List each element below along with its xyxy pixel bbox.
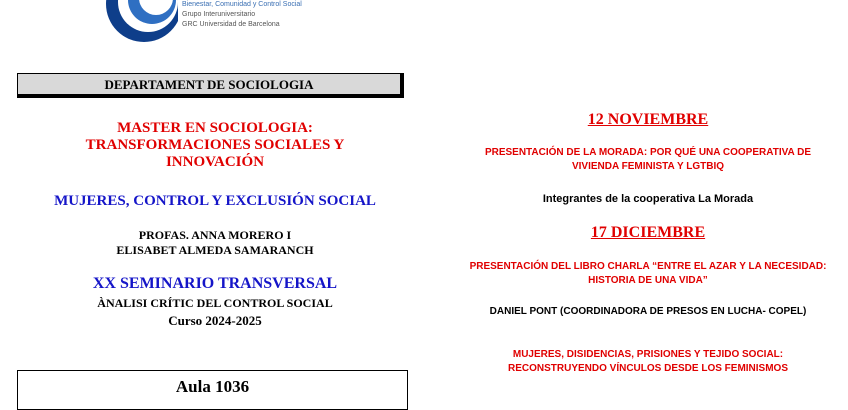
event-2-subtitle-line-1: MUJERES, DISIDENCIAS, PRISIONES Y TEJIDO SOCIAL: xyxy=(512,349,784,360)
event-2-title xyxy=(452,260,844,288)
seminar-title: XX SEMINARIO TRANSVERSAL xyxy=(92,275,338,292)
event-2-title-line-1: PRESENTACIÓN DEL LIBRO CHARLA “ENTRE EL AZAR Y LA NECESIDAD: xyxy=(469,261,827,272)
logo-line-1: Bienestar, Comunidad y Control Social xyxy=(182,1,302,8)
event-1-title-line-1: PRESENTACIÓN DE LA MORADA: POR QUÉ UNA COOPERATIVA DE xyxy=(484,147,812,158)
professors-line-2: ELISABET ALMEDA SAMARANCH xyxy=(116,243,314,257)
logo-line-2: Grupo Interuniversitario xyxy=(182,11,256,18)
master-title-line-3: INNOVACIÓN xyxy=(165,154,265,170)
professors-line-1: PROFAS. ANNA MORERO I xyxy=(138,228,292,242)
logo-text xyxy=(182,0,302,30)
master-title-line-1: MASTER EN SOCIOLOGIA: xyxy=(117,120,313,136)
room-box: Aula 1036 xyxy=(17,370,408,410)
professors xyxy=(0,228,430,258)
master-title xyxy=(0,120,430,171)
master-title-line-2: TRANSFORMACIONES SOCIALES Y xyxy=(85,137,345,153)
event-1-title-line-2: VIVIENDA FEMINISTA Y LGTBIQ xyxy=(571,161,725,172)
logo-line-3: GRC Universidad de Barcelona xyxy=(182,21,280,28)
event-1-date: 12 NOVIEMBRE xyxy=(587,111,709,128)
event-2-date: 17 DICIEMBRE xyxy=(590,224,706,241)
event-2-title-line-2: HISTORIA DE UNA VIDA” xyxy=(588,275,708,286)
event-1-title xyxy=(452,146,844,174)
event-2-subtitle xyxy=(452,348,844,376)
course-subject: MUJERES, CONTROL Y EXCLUSIÓN SOCIAL xyxy=(54,193,376,209)
course-year: Curso 2024-2025 xyxy=(168,313,262,328)
seminar-subtitle: ÀNALISI CRÍTIC DEL CONTROL SOCIAL xyxy=(97,296,333,310)
university-logo-icon xyxy=(98,0,178,44)
event-2-speaker: DANIEL PONT (COORDINADORA DE PRESOS EN LUCHA- COPEL) xyxy=(489,306,807,317)
event-2-subtitle-line-2: RECONSTRUYENDO VÍNCULOS DESDE LOS FEMINISMOS xyxy=(507,363,789,374)
department-header: DEPARTAMENT DE SOCIOLOGIA xyxy=(17,73,404,98)
event-1-speaker: Integrantes de la cooperativa La Morada xyxy=(542,193,754,205)
